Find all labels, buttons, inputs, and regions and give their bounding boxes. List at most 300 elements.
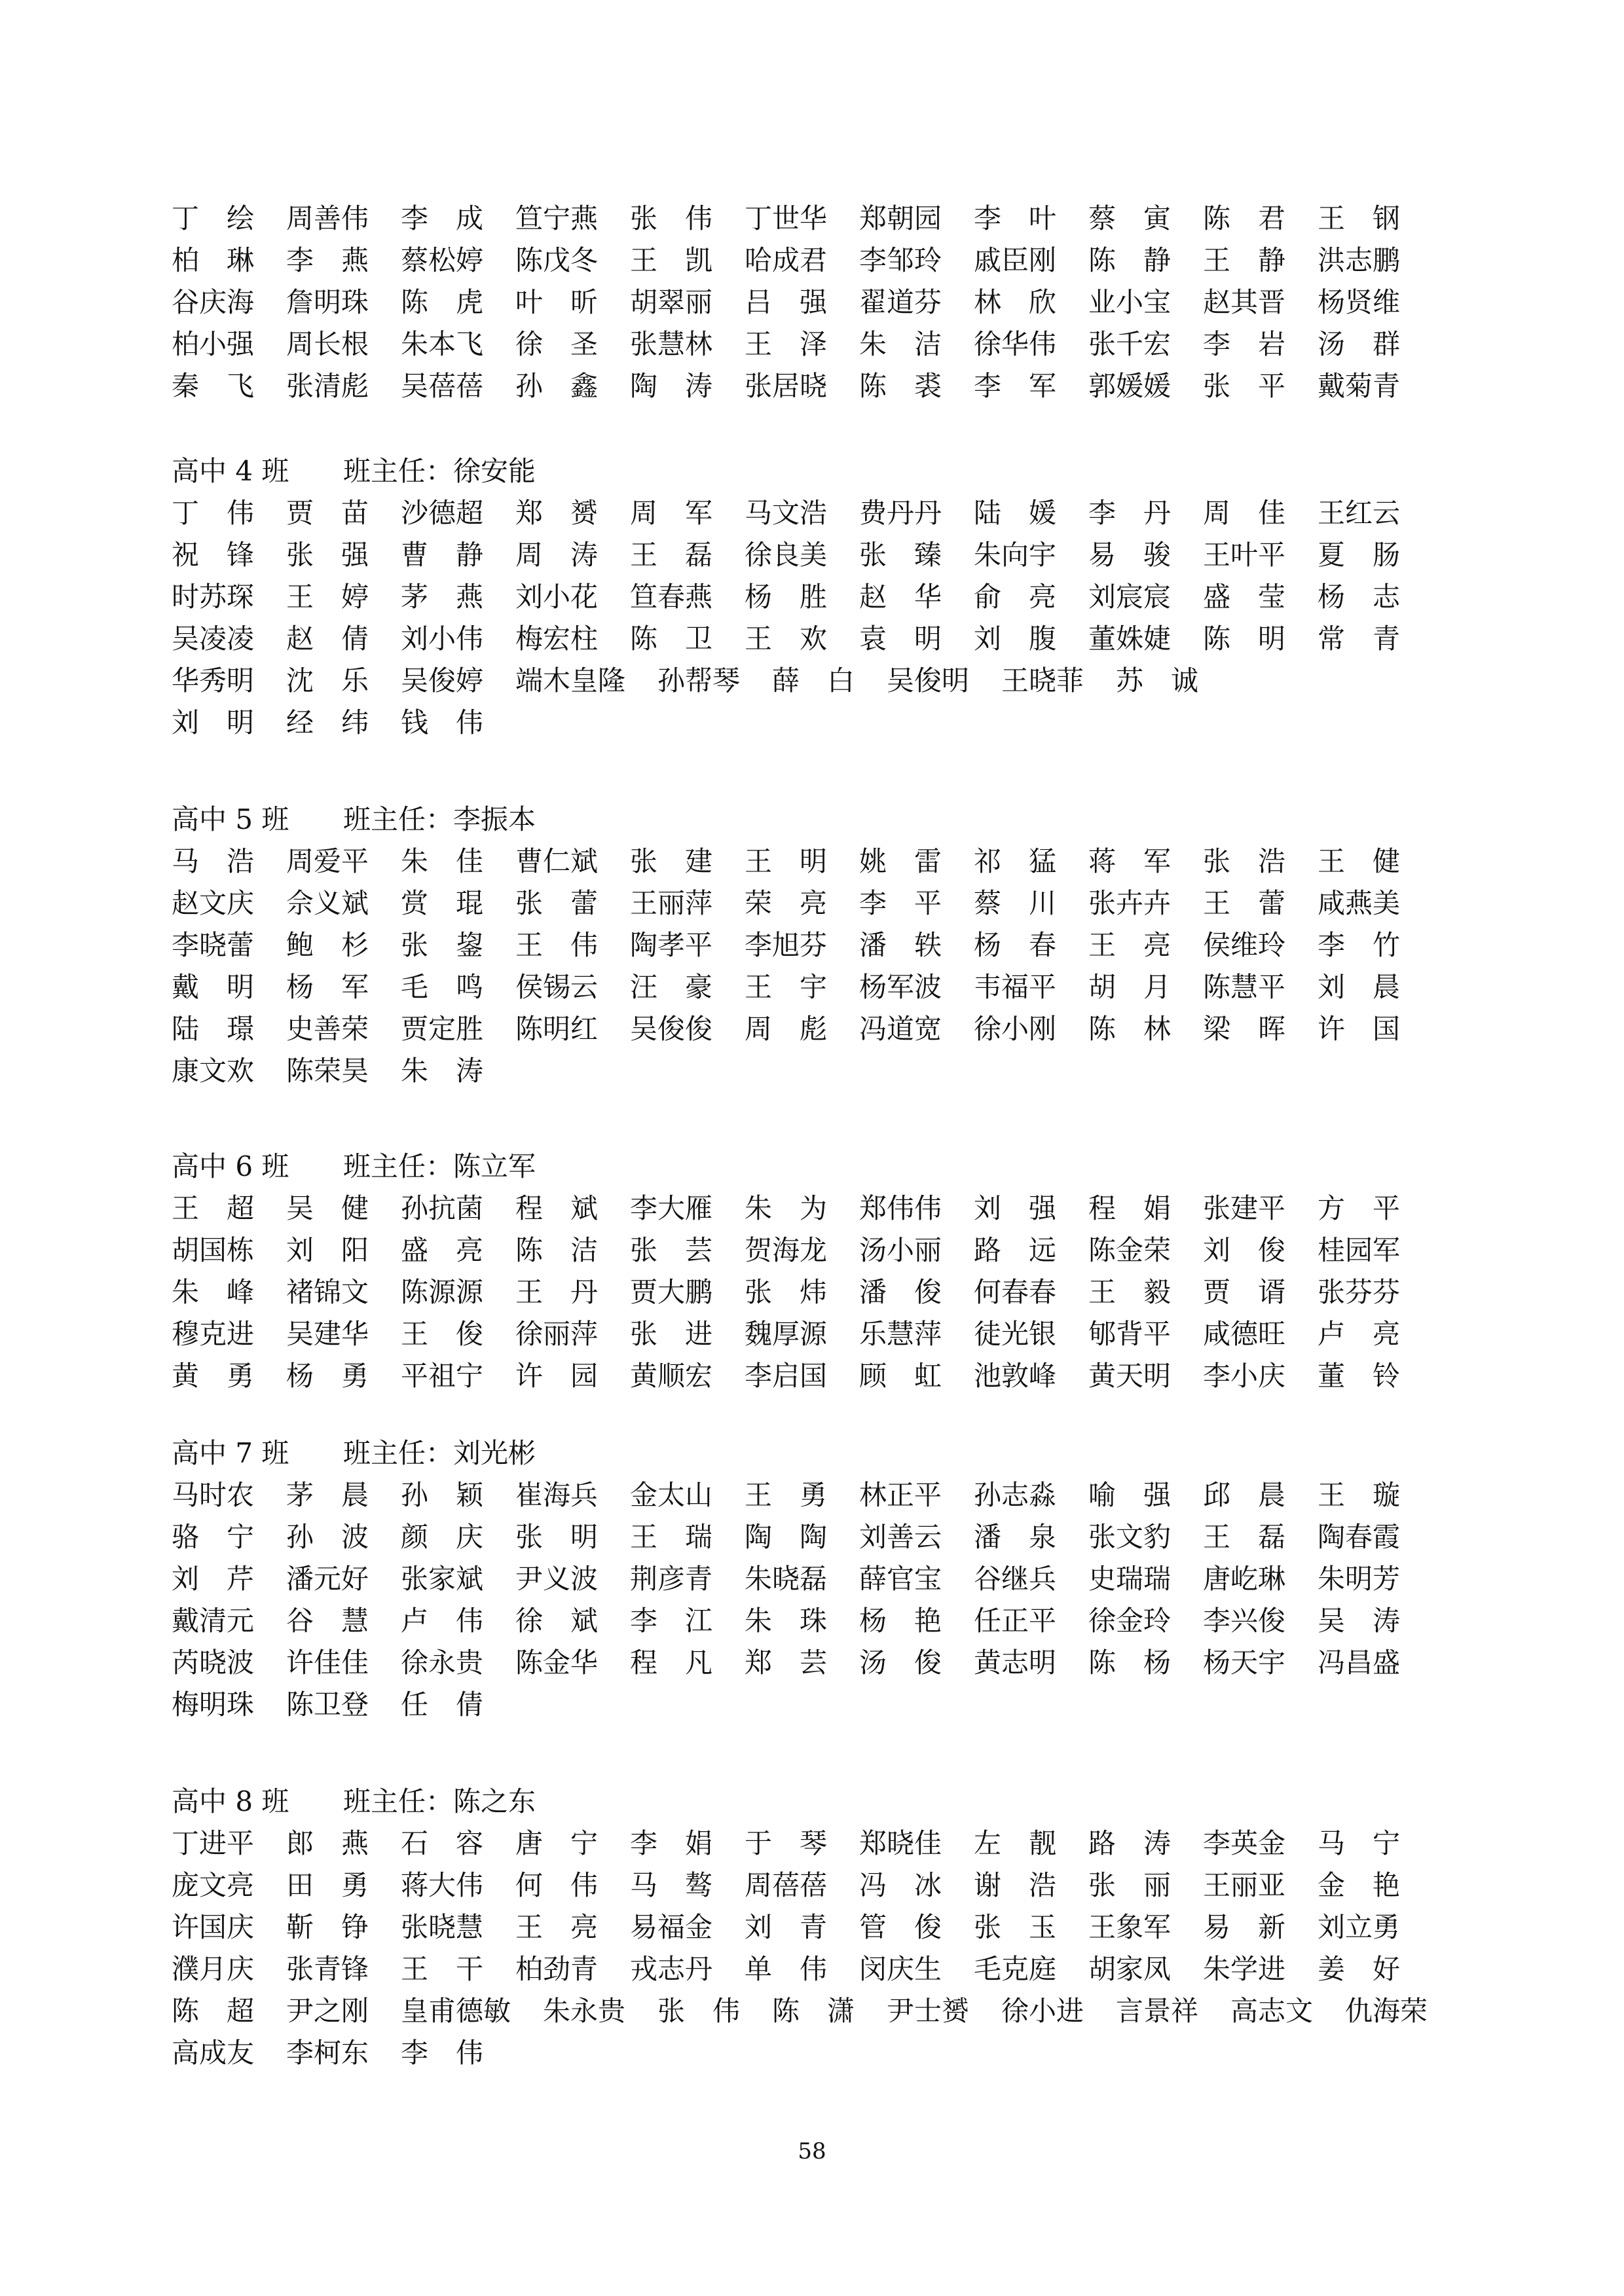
student-name: 张 进 xyxy=(630,1318,713,1350)
student-name: 王 泽 xyxy=(745,328,828,360)
student-name: 朱向宇 xyxy=(974,539,1057,571)
name-row xyxy=(172,1271,1507,1313)
student-name: 贾定胜 xyxy=(401,1013,484,1045)
student-name: 李 江 xyxy=(630,1605,713,1637)
student-name: 潘 俊 xyxy=(859,1276,942,1308)
student-name: 王 静 xyxy=(1203,244,1286,276)
student-name: 洪志鹏 xyxy=(1318,244,1401,276)
student-name: 朱 洁 xyxy=(859,328,942,360)
student-name: 徐华伟 xyxy=(974,328,1057,360)
student-name: 董姝婕 xyxy=(1088,623,1172,655)
student-name: 王 健 xyxy=(1318,845,1401,877)
student-name: 徒光银 xyxy=(974,1318,1057,1350)
student-name: 翟道芬 xyxy=(859,286,942,318)
student-name: 张居晓 xyxy=(745,370,828,402)
student-name: 徐 圣 xyxy=(515,328,599,360)
student-name: 华秀明 xyxy=(172,665,255,697)
student-name: 易 新 xyxy=(1203,1911,1286,1943)
student-name: 张 明 xyxy=(515,1521,599,1553)
student-name: 杨天宇 xyxy=(1203,1647,1286,1679)
student-name: 田 勇 xyxy=(286,1869,369,1901)
name-row xyxy=(172,1188,1507,1230)
student-name: 孙抗菌 xyxy=(401,1192,484,1224)
student-name: 常 青 xyxy=(1318,623,1401,655)
student-name: 杨 胜 xyxy=(745,581,828,613)
student-name: 刘 阳 xyxy=(286,1234,369,1266)
student-name: 汪 豪 xyxy=(630,971,713,1003)
student-name: 濮月庆 xyxy=(172,1953,255,1985)
student-name: 朱学进 xyxy=(1203,1953,1286,1985)
student-name: 何春春 xyxy=(974,1276,1057,1308)
class-label: 高中 4 班 xyxy=(172,455,289,487)
student-name: 王 宇 xyxy=(745,971,828,1003)
student-name: 任 倩 xyxy=(401,1688,484,1721)
student-name: 尹之刚 xyxy=(286,1995,369,2027)
student-name: 周蓓蓓 xyxy=(745,1869,828,1901)
student-name: 朱永贵 xyxy=(543,1995,626,2027)
student-name: 于 琴 xyxy=(745,1827,828,1859)
student-name: 刘 芹 xyxy=(172,1563,255,1595)
student-name: 茅 燕 xyxy=(401,581,484,613)
name-row xyxy=(172,1008,1507,1050)
student-name: 方 平 xyxy=(1318,1192,1401,1224)
student-name: 董 铃 xyxy=(1318,1360,1401,1392)
name-row xyxy=(172,198,1507,240)
student-name: 黄天明 xyxy=(1088,1360,1172,1392)
student-name: 徐金玲 xyxy=(1088,1605,1172,1637)
student-name: 李柯东 xyxy=(286,2037,369,2069)
student-name: 戴清元 xyxy=(172,1605,255,1637)
student-name: 褚锦文 xyxy=(286,1276,369,1308)
student-name: 谷继兵 xyxy=(974,1563,1057,1595)
student-name: 刘 晨 xyxy=(1318,971,1401,1003)
student-name: 王 欢 xyxy=(745,623,828,655)
student-name: 朱 峰 xyxy=(172,1276,255,1308)
student-name: 张 平 xyxy=(1203,370,1286,402)
student-name: 陆 媛 xyxy=(974,497,1057,529)
student-name: 苏 诚 xyxy=(1116,665,1199,697)
student-name: 柏劲青 xyxy=(515,1953,599,1985)
name-row xyxy=(172,1474,1507,1516)
student-name: 易福金 xyxy=(630,1911,713,1943)
student-name: 李 娟 xyxy=(630,1827,713,1859)
student-name: 王 伟 xyxy=(515,929,599,961)
student-name: 刘小花 xyxy=(515,581,599,613)
student-name: 陈 卫 xyxy=(630,623,713,655)
student-name: 胡家凤 xyxy=(1088,1953,1172,1985)
student-name: 冯昌盛 xyxy=(1318,1647,1401,1679)
student-name: 李 成 xyxy=(401,202,484,234)
name-row xyxy=(172,1516,1507,1558)
student-name: 钱 伟 xyxy=(401,706,484,738)
student-name: 郑 芸 xyxy=(745,1647,828,1679)
student-name: 朱晓磊 xyxy=(745,1563,828,1595)
name-row xyxy=(172,1355,1507,1397)
student-name: 李启国 xyxy=(745,1360,828,1392)
name-row xyxy=(172,841,1507,883)
name-row xyxy=(172,702,1507,744)
student-name: 唐屹琳 xyxy=(1203,1563,1286,1595)
student-name: 张清彪 xyxy=(286,370,369,402)
student-name: 朱 涛 xyxy=(401,1055,484,1087)
student-name: 池敦峰 xyxy=(974,1360,1057,1392)
head-teacher-label: 班主任：李振本 xyxy=(343,803,536,835)
student-name: 周 彪 xyxy=(745,1013,828,1045)
student-name: 石 容 xyxy=(401,1827,484,1859)
student-name: 徐小刚 xyxy=(974,1013,1057,1045)
student-name: 刘立勇 xyxy=(1318,1911,1401,1943)
student-name: 周善伟 xyxy=(286,202,369,234)
student-name: 吴俊俊 xyxy=(630,1013,713,1045)
student-name: 卢 亮 xyxy=(1318,1318,1401,1350)
student-name: 赵 倩 xyxy=(286,623,369,655)
student-name: 秦 飞 xyxy=(172,370,255,402)
student-name: 张 芸 xyxy=(630,1234,713,1266)
student-name: 经 纬 xyxy=(286,706,369,738)
student-name: 陈明红 xyxy=(515,1013,599,1045)
student-name: 黄志明 xyxy=(974,1647,1057,1679)
student-name: 徐 斌 xyxy=(515,1605,599,1637)
student-name: 张建平 xyxy=(1203,1192,1286,1224)
name-row xyxy=(172,1823,1507,1865)
student-name: 张 丽 xyxy=(1088,1869,1172,1901)
student-name: 王 凯 xyxy=(630,244,713,276)
student-name: 李小庆 xyxy=(1203,1360,1286,1392)
student-name: 陈 洁 xyxy=(515,1234,599,1266)
student-name: 杨军波 xyxy=(859,971,942,1003)
student-name: 戎志丹 xyxy=(630,1953,713,1985)
student-name: 孙志淼 xyxy=(974,1479,1057,1511)
name-row xyxy=(172,1684,1507,1726)
student-name: 俞 亮 xyxy=(974,581,1057,613)
student-name: 袁 明 xyxy=(859,623,942,655)
student-name: 王 磊 xyxy=(630,539,713,571)
student-name: 曹仁斌 xyxy=(515,845,599,877)
student-name: 张 伟 xyxy=(630,202,713,234)
student-name: 杨 春 xyxy=(974,929,1057,961)
student-name: 靳 铮 xyxy=(286,1911,369,1943)
student-name: 谢 浩 xyxy=(974,1869,1057,1901)
student-name: 张文豹 xyxy=(1088,1521,1172,1553)
student-name: 史瑞瑞 xyxy=(1088,1563,1172,1595)
student-name: 费丹丹 xyxy=(859,497,942,529)
student-name: 梅宏柱 xyxy=(515,623,599,655)
student-name: 周爱平 xyxy=(286,845,369,877)
student-name: 端木皇隆 xyxy=(515,665,626,697)
student-name: 徐丽萍 xyxy=(515,1318,599,1350)
student-name: 张 蕾 xyxy=(515,887,599,919)
head-teacher-label: 班主任：陈立军 xyxy=(343,1150,536,1182)
student-name: 郇背平 xyxy=(1088,1318,1172,1350)
student-name: 胡翠丽 xyxy=(630,286,713,318)
student-name: 王 超 xyxy=(172,1192,255,1224)
student-name: 哈成君 xyxy=(745,244,828,276)
student-name: 王 俊 xyxy=(401,1318,484,1350)
student-name: 张青锋 xyxy=(286,1953,369,1985)
student-name: 潘元好 xyxy=(286,1563,369,1595)
student-name: 吴蓓蓓 xyxy=(401,370,484,402)
student-name: 赵其晋 xyxy=(1203,286,1286,318)
student-name: 高志文 xyxy=(1230,1995,1314,2027)
student-name: 冯 冰 xyxy=(859,1869,942,1901)
student-name: 陶春霞 xyxy=(1318,1521,1401,1553)
student-name: 张卉卉 xyxy=(1088,887,1172,919)
student-name: 马 宁 xyxy=(1318,1827,1401,1859)
student-name: 庞文亮 xyxy=(172,1869,255,1901)
student-name: 皇甫德敏 xyxy=(401,1995,511,2027)
student-name: 杨 志 xyxy=(1318,581,1401,613)
student-name: 詹明珠 xyxy=(286,286,369,318)
student-name: 陈金荣 xyxy=(1088,1234,1172,1266)
student-name: 林 欣 xyxy=(974,286,1057,318)
student-name: 李晓蕾 xyxy=(172,929,255,961)
student-name: 周 佳 xyxy=(1203,497,1286,529)
student-name: 王 干 xyxy=(401,1953,484,1985)
student-name: 冯道宽 xyxy=(859,1013,942,1045)
student-name: 郑晓佳 xyxy=(859,1827,942,1859)
student-name: 史善荣 xyxy=(286,1013,369,1045)
student-name: 刘 明 xyxy=(172,706,255,738)
student-name: 祝 锋 xyxy=(172,539,255,571)
student-name: 黄 勇 xyxy=(172,1360,255,1392)
student-name: 陈 裘 xyxy=(859,370,942,402)
student-name: 王 勇 xyxy=(745,1479,828,1511)
student-name: 李 平 xyxy=(859,887,942,919)
student-name: 言景祥 xyxy=(1116,1995,1199,2027)
head-teacher-label: 班主任：刘光彬 xyxy=(343,1437,536,1469)
student-name: 刘善云 xyxy=(859,1521,942,1553)
name-row xyxy=(172,883,1507,924)
student-name: 王 亮 xyxy=(515,1911,599,1943)
name-row xyxy=(172,1600,1507,1642)
student-name: 韦福平 xyxy=(974,971,1057,1003)
student-name: 许 国 xyxy=(1318,1013,1401,1045)
student-name: 侯维玲 xyxy=(1203,929,1286,961)
student-name: 朱 佳 xyxy=(401,845,484,877)
student-name: 李 伟 xyxy=(401,2037,484,2069)
student-name: 周 涛 xyxy=(515,539,599,571)
name-row xyxy=(172,966,1507,1008)
name-row xyxy=(172,534,1507,576)
head-teacher-label: 班主任：陈之东 xyxy=(343,1785,536,1817)
student-name: 李邹玲 xyxy=(859,244,942,276)
student-name: 刘 俊 xyxy=(1203,1234,1286,1266)
student-name: 笪宁燕 xyxy=(515,202,599,234)
student-name: 陈金华 xyxy=(515,1647,599,1679)
student-name: 康文欢 xyxy=(172,1055,255,1087)
student-name: 孙 鑫 xyxy=(515,370,599,402)
student-name: 卢 伟 xyxy=(401,1605,484,1637)
student-name: 周 军 xyxy=(630,497,713,529)
student-name: 陈荣昊 xyxy=(286,1055,369,1087)
student-name: 李 竹 xyxy=(1318,929,1401,961)
student-name: 吴俊明 xyxy=(887,665,970,697)
student-name: 芮晓波 xyxy=(172,1647,255,1679)
student-name: 何 伟 xyxy=(515,1869,599,1901)
student-name: 荣 亮 xyxy=(745,887,828,919)
student-name: 陈 潇 xyxy=(772,1995,855,2027)
student-name: 林正平 xyxy=(859,1479,942,1511)
student-name: 沈 乐 xyxy=(286,665,369,697)
student-name: 李旭芬 xyxy=(745,929,828,961)
student-name: 潘 泉 xyxy=(974,1521,1057,1553)
student-name: 朱本飞 xyxy=(401,328,484,360)
student-name: 许 园 xyxy=(515,1360,599,1392)
student-name: 王 毅 xyxy=(1088,1276,1172,1308)
student-name: 胡国栋 xyxy=(172,1234,255,1266)
student-name: 任正平 xyxy=(974,1605,1057,1637)
student-name: 张 炜 xyxy=(745,1276,828,1308)
student-name: 陈 虎 xyxy=(401,286,484,318)
student-name: 孙 颖 xyxy=(401,1479,484,1511)
student-name: 孙帮琴 xyxy=(657,665,741,697)
student-name: 张 玉 xyxy=(974,1911,1057,1943)
student-name: 魏厚源 xyxy=(745,1318,828,1350)
student-name: 柏小强 xyxy=(172,328,255,360)
student-name: 张 建 xyxy=(630,845,713,877)
student-name: 崔海兵 xyxy=(515,1479,599,1511)
student-name: 贺海龙 xyxy=(745,1234,828,1266)
student-name: 陈 静 xyxy=(1088,244,1172,276)
student-name: 刘 青 xyxy=(745,1911,828,1943)
student-name: 茅 晨 xyxy=(286,1479,369,1511)
student-name: 杨贤维 xyxy=(1318,286,1401,318)
student-name: 张 鋆 xyxy=(401,929,484,961)
student-name: 王 婷 xyxy=(286,581,369,613)
name-row xyxy=(172,1642,1507,1684)
student-name: 郑 赟 xyxy=(515,497,599,529)
student-name: 吕 强 xyxy=(745,286,828,318)
student-name: 金太山 xyxy=(630,1479,713,1511)
student-name: 程 凡 xyxy=(630,1647,713,1679)
name-row xyxy=(172,323,1507,365)
student-name: 刘宸宸 xyxy=(1088,581,1172,613)
student-name: 李英金 xyxy=(1203,1827,1286,1859)
student-name: 刘小伟 xyxy=(401,623,484,655)
student-name: 王 亮 xyxy=(1088,929,1172,961)
student-name: 丁世华 xyxy=(745,202,828,234)
student-name: 路 远 xyxy=(974,1234,1057,1266)
student-name: 许国庆 xyxy=(172,1911,255,1943)
class-label: 高中 6 班 xyxy=(172,1150,289,1182)
student-name: 佘义斌 xyxy=(286,887,369,919)
student-name: 路 涛 xyxy=(1088,1827,1172,1859)
student-name: 顾 虹 xyxy=(859,1360,942,1392)
student-name: 易 骏 xyxy=(1088,539,1172,571)
student-name: 丁 伟 xyxy=(172,497,255,529)
student-name: 王 磊 xyxy=(1203,1521,1286,1553)
student-name: 蔡 川 xyxy=(974,887,1057,919)
student-name: 高成友 xyxy=(172,2037,255,2069)
student-name: 刘 强 xyxy=(974,1192,1057,1224)
head-teacher-label: 班主任：徐安能 xyxy=(343,455,536,487)
student-name: 张 伟 xyxy=(657,1995,741,2027)
student-name: 王丽亚 xyxy=(1203,1869,1286,1901)
student-name: 吴 涛 xyxy=(1318,1605,1401,1637)
student-name: 张 强 xyxy=(286,539,369,571)
student-name: 夏 肠 xyxy=(1318,539,1401,571)
student-name: 朱 为 xyxy=(745,1192,828,1224)
student-name: 王晓菲 xyxy=(1001,665,1084,697)
student-name: 马时农 xyxy=(172,1479,255,1511)
student-name: 盛 莹 xyxy=(1203,581,1286,613)
student-name: 柏 琳 xyxy=(172,244,255,276)
student-name: 徐良美 xyxy=(745,539,828,571)
student-name: 咸燕美 xyxy=(1318,887,1401,919)
student-name: 潘 轶 xyxy=(859,929,942,961)
student-name: 梅明珠 xyxy=(172,1688,255,1721)
student-name: 杨 勇 xyxy=(286,1360,369,1392)
student-name: 王叶平 xyxy=(1203,539,1286,571)
student-name: 汤 俊 xyxy=(859,1647,942,1679)
student-name: 蔡 寅 xyxy=(1088,202,1172,234)
student-name: 王象军 xyxy=(1088,1911,1172,1943)
student-name: 郎 燕 xyxy=(286,1827,369,1859)
student-name: 陶孝平 xyxy=(630,929,713,961)
student-name: 陆 璟 xyxy=(172,1013,255,1045)
student-name: 戚臣刚 xyxy=(974,244,1057,276)
student-name: 戴菊青 xyxy=(1318,370,1401,402)
student-name: 陈 林 xyxy=(1088,1013,1172,1045)
student-name: 尹义波 xyxy=(515,1563,599,1595)
student-name: 赵文庆 xyxy=(172,887,255,919)
student-name: 马 骜 xyxy=(630,1869,713,1901)
student-name: 时苏琛 xyxy=(172,581,255,613)
student-name: 程 斌 xyxy=(515,1192,599,1224)
student-name: 王 钢 xyxy=(1318,202,1401,234)
student-name: 吴建华 xyxy=(286,1318,369,1350)
student-name: 周长根 xyxy=(286,328,369,360)
student-name: 李 叶 xyxy=(974,202,1057,234)
student-name: 蒋大伟 xyxy=(401,1869,484,1901)
student-name: 许佳佳 xyxy=(286,1647,369,1679)
student-name: 桂园军 xyxy=(1318,1234,1401,1266)
student-name: 梁 晖 xyxy=(1203,1013,1286,1045)
student-name: 陈戊冬 xyxy=(515,244,599,276)
name-row xyxy=(172,365,1507,407)
student-name: 毛克庭 xyxy=(974,1953,1057,1985)
name-row xyxy=(172,282,1507,323)
name-row xyxy=(172,924,1507,966)
name-row xyxy=(172,618,1507,660)
student-name: 丁进平 xyxy=(172,1827,255,1859)
name-row xyxy=(172,1313,1507,1355)
student-name: 咸德旺 xyxy=(1203,1318,1286,1350)
student-name: 李大雁 xyxy=(630,1192,713,1224)
student-name: 赵 华 xyxy=(859,581,942,613)
student-name: 沙德超 xyxy=(401,497,484,529)
student-name: 蔡松婷 xyxy=(401,244,484,276)
student-name: 王 璇 xyxy=(1318,1479,1401,1511)
student-name: 贾 苗 xyxy=(286,497,369,529)
name-row xyxy=(172,492,1507,534)
student-name: 马文浩 xyxy=(745,497,828,529)
student-name: 陶 涛 xyxy=(630,370,713,402)
student-name: 唐 宁 xyxy=(515,1827,599,1859)
student-name: 郑伟伟 xyxy=(859,1192,942,1224)
student-name: 吴 健 xyxy=(286,1192,369,1224)
student-name: 吴俊婷 xyxy=(401,665,484,697)
student-name: 王 蕾 xyxy=(1203,887,1286,919)
student-name: 管 俊 xyxy=(859,1911,942,1943)
name-row xyxy=(172,2032,1507,2074)
student-name: 盛 亮 xyxy=(401,1234,484,1266)
name-row xyxy=(172,240,1507,282)
student-name: 吴凌凌 xyxy=(172,623,255,655)
name-row xyxy=(172,1050,1507,1092)
student-name: 叶 昕 xyxy=(515,286,599,318)
student-name: 陈 君 xyxy=(1203,202,1286,234)
